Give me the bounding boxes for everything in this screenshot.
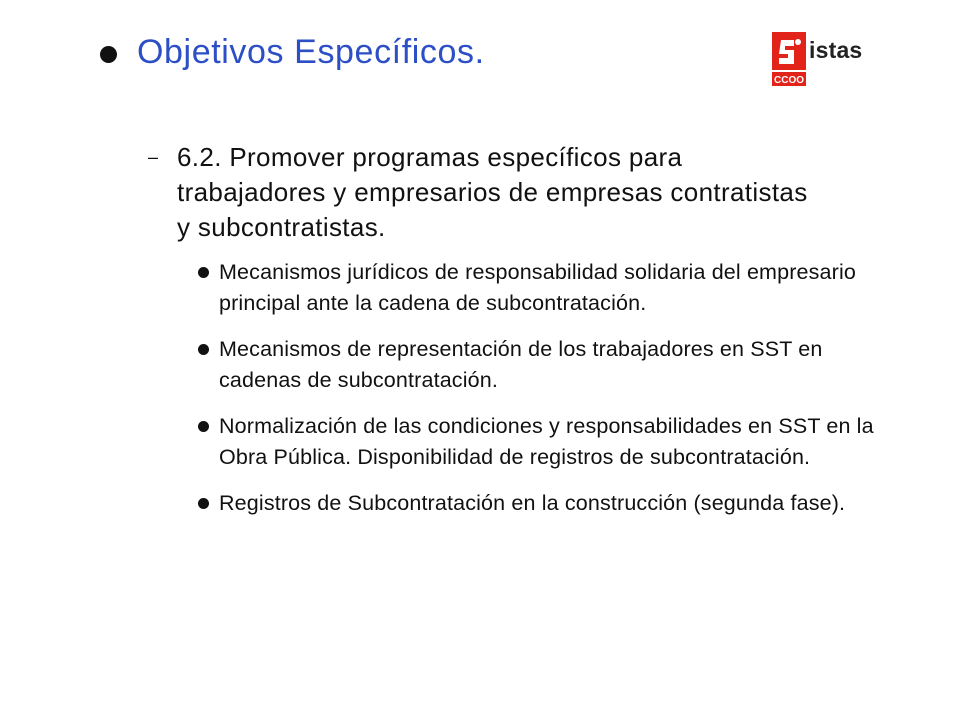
bullet-dot-icon	[198, 344, 209, 355]
slide-title: Objetivos Específicos.	[137, 33, 485, 71]
bullet-text: Mecanismos de representación de los trabajadores en SST en cadenas de subcontratación.	[219, 337, 823, 392]
bullet-list	[198, 257, 898, 534]
bullet-item	[198, 334, 898, 396]
bullet-item	[198, 411, 898, 473]
title-row	[100, 28, 485, 76]
sub-point-text: 6.2. Promover programas específicos para trabajadores y empresarios de empresas contratistas y subcontratistas.	[177, 142, 808, 242]
bullet-dot-icon	[198, 498, 209, 509]
logo-small-text: CCOO	[774, 75, 804, 86]
bullet-text: Registros de Subcontratación en la construcción (segunda fase).	[219, 491, 846, 515]
bullet-dot-icon	[198, 267, 209, 278]
bullet-item	[198, 488, 898, 519]
title-bullet-icon	[100, 46, 117, 63]
bullet-text: Normalización de las condiciones y responsabilidades en SST en la Obra Pública. Disponibilidad de registros de subcontratación.	[219, 414, 874, 469]
sub-point	[148, 140, 908, 245]
ccoo-logo-icon	[772, 32, 806, 86]
logo-text: istas	[809, 37, 863, 63]
bullet-text: Mecanismos jurídicos de responsabilidad solidaria del empresario principal ante la cadena de subcontratación.	[219, 260, 856, 315]
bullet-item	[198, 257, 898, 319]
dash-marker-icon: –	[148, 147, 159, 167]
istas-logo	[772, 32, 882, 88]
bullet-dot-icon	[198, 421, 209, 432]
